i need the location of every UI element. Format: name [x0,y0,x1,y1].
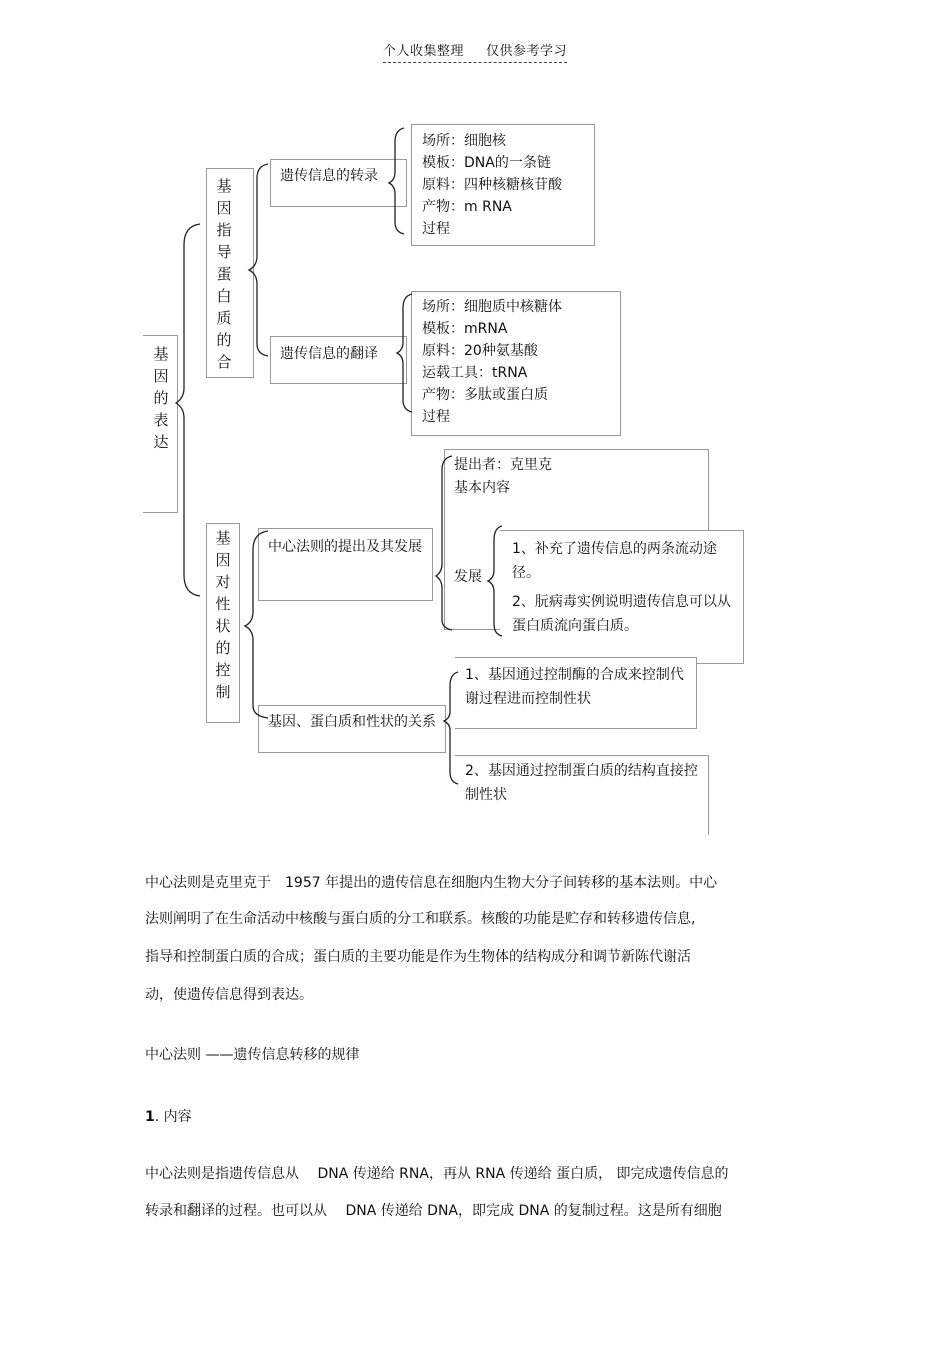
header-left: 个人收集整理 [383,44,465,59]
relation-item-1: 1、基因通过控制酶的合成来控制代谢过程进而控制性状 [465,667,684,707]
proposer-text: 提出者：克里克 [454,457,552,473]
transcription-detail: 产物：m RNA [422,199,512,215]
paragraph-line: 中心法则是指遗传信息从 DNA 传递给 RNA，再从 RNA 传递给 蛋白质， 即完成遗传信息的 [145,1166,729,1182]
branch1-label: 基因指导蛋白质的合 [216,177,232,371]
relation-item-2: 2、基因通过控制蛋白质的结构直接控制性状 [465,763,698,803]
paragraph-line: 动，使遗传信息得到表达。 [145,987,313,1003]
translation-detail: 过程 [422,409,450,425]
root-label: 基因的表达 [153,345,169,451]
development-item-1: 1、补充了遗传信息的两条流动途径。 [512,541,717,581]
transcription-detail: 场所：细胞核 [422,133,506,149]
transcription-detail: 原料：四种核糖核苷酸 [422,177,562,193]
translation-detail: 运载工具：tRNA [422,365,528,381]
transcription-label: 遗传信息的转录 [280,168,378,184]
branch2-label: 基因对性状的控制 [215,529,231,701]
paragraph-line: 转录和翻译的过程。也可以从 DNA 传递给 DNA，即完成 DNA 的复制过程。这是所有细胞 [145,1203,722,1219]
root-brace [176,224,200,596]
paragraph-line: 指导和控制蛋白质的合成；蛋白质的主要功能是作为生物体的结构成分和调节新陈代谢活 [145,949,691,965]
paragraph-line: 中心法则是克里克于 1957 年提出的遗传信息在细胞内生物大分子间转移的基本法则。中心 [145,875,718,891]
item-title: . 内容 [154,1109,192,1125]
central-dogma-label: 中心法则的提出及其发展 [268,539,422,555]
transcription-detail: 模板：DNA的一条链 [422,155,551,171]
translation-detail: 原料：20种氨基酸 [422,343,538,359]
development-item-2: 2、朊病毒实例说明遗传信息可以从蛋白质流向蛋白质。 [512,594,731,634]
transcription-brace [389,128,404,234]
section-title: 中心法则 ——遗传信息转移的规律 [145,1047,360,1063]
header-right: 仅供参考学习 [486,44,568,59]
basic-content-text: 基本内容 [454,480,510,496]
translation-label: 遗传信息的翻译 [280,346,378,362]
translation-detail: 场所：细胞质中核糖体 [422,299,562,315]
item-heading [145,1106,192,1126]
translation-detail: 产物：多肽或蛋白质 [422,387,548,403]
development-brace [488,526,502,636]
relation-brace [444,672,458,784]
branch2-brace [245,531,268,718]
development-label: 发展 [454,569,482,585]
branch1-brace [249,164,268,356]
relation-label: 基因、蛋白质和性状的关系 [268,714,436,730]
paragraph-line: 法则阐明了在生命活动中核酸与蛋白质的分工和联系。核酸的功能是贮存和转移遗传信息, [145,911,696,927]
item-number: 1 [145,1109,155,1125]
transcription-detail: 过程 [422,221,450,237]
central-dogma-brace [436,456,452,630]
translation-brace [397,294,412,412]
translation-detail: 模板：mRNA [422,321,508,337]
